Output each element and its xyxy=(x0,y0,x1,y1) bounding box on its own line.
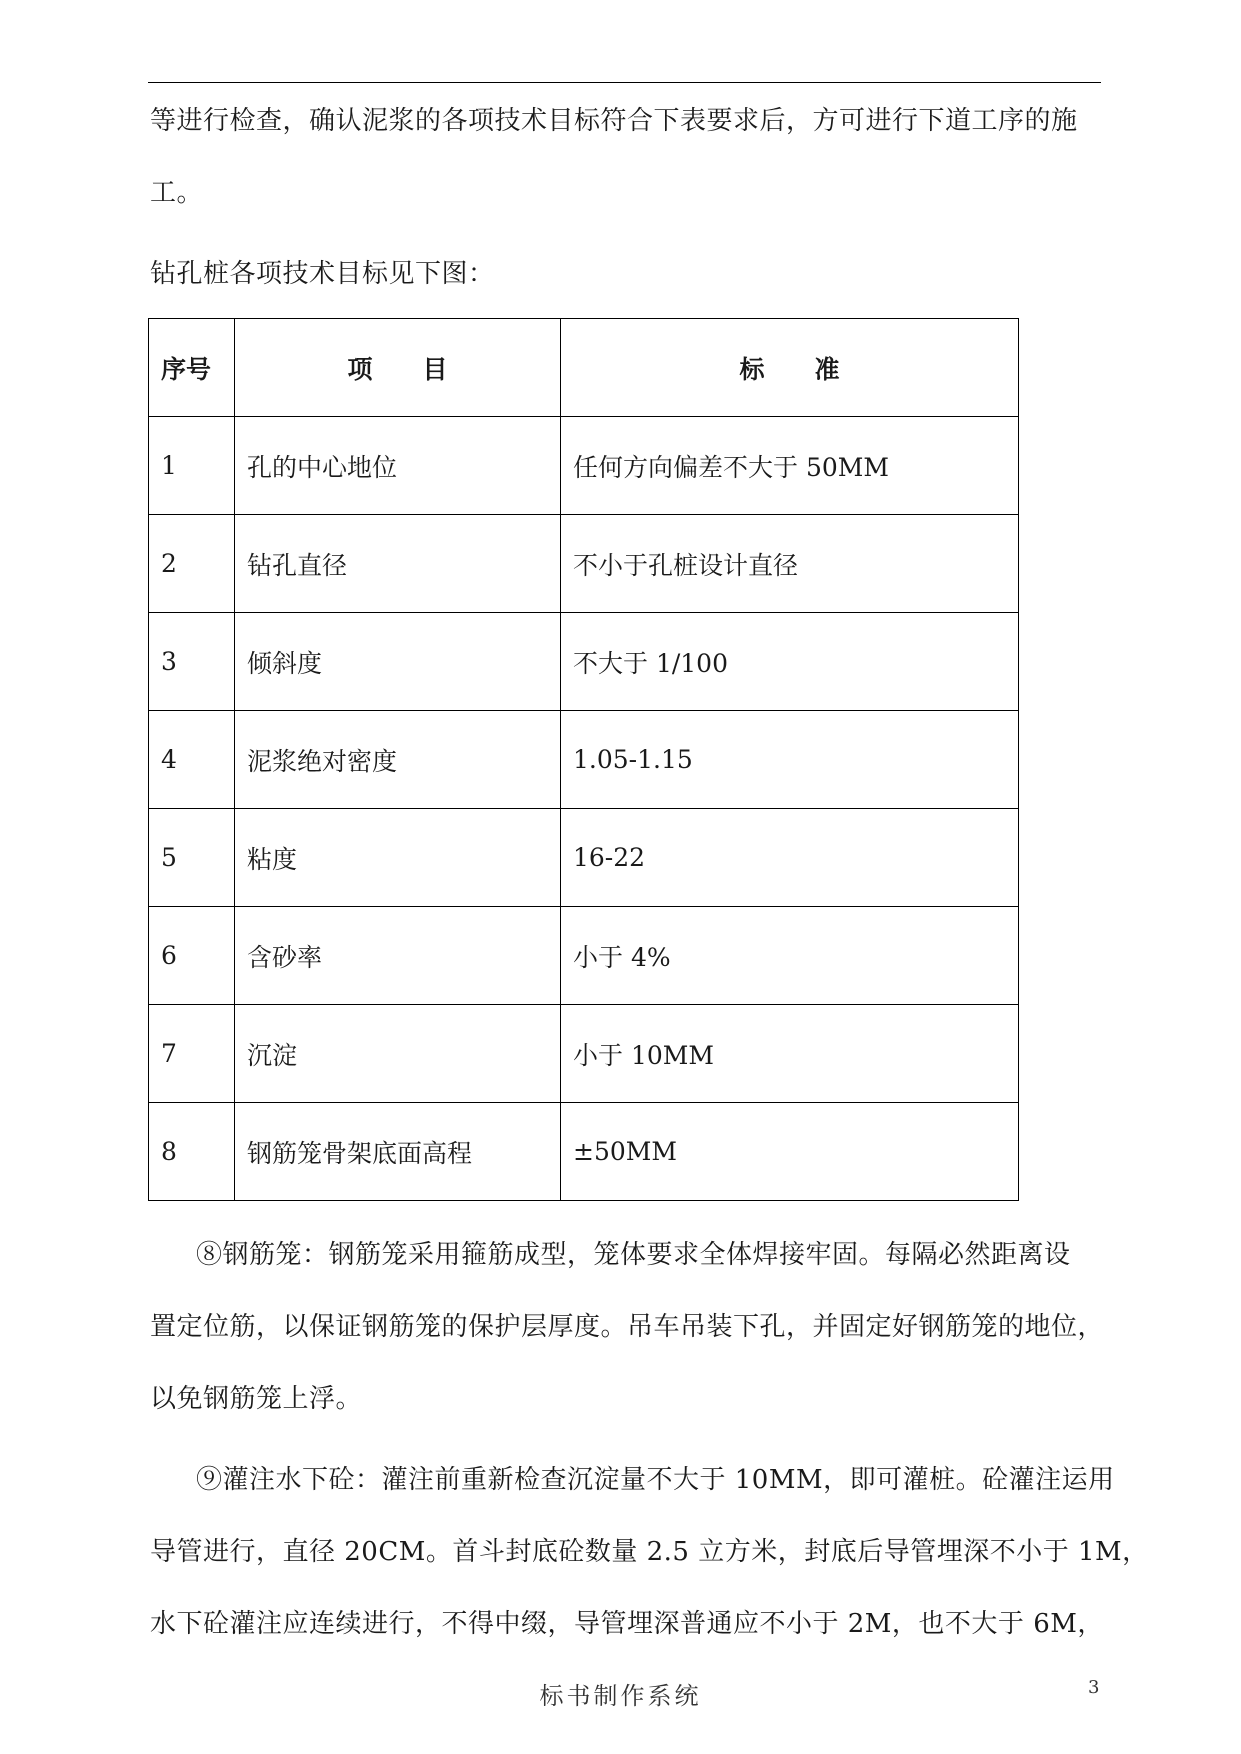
cell-index: 6 xyxy=(149,907,235,1005)
header-rule xyxy=(148,82,1101,83)
cell-standard: 小于 4% xyxy=(561,907,1019,1005)
table-row xyxy=(149,613,1019,711)
cell-standard: 16-22 xyxy=(561,809,1019,907)
paragraph-line: 导管进行，直径 20CM。首斗封底砼数量 2.5 立方米，封底后导管埋深不小于 1M， xyxy=(150,1537,1149,1567)
cell-index: 8 xyxy=(149,1103,235,1201)
paragraph-line: 等进行检查，确认泥浆的各项技术目标符合下表要求后，方可进行下道工序的施 xyxy=(150,106,1078,136)
cell-standard: 小于 10MM xyxy=(561,1005,1019,1103)
cell-index: 1 xyxy=(149,417,235,515)
spec-table xyxy=(148,318,1019,1201)
table-row xyxy=(149,809,1019,907)
cell-index: 4 xyxy=(149,711,235,809)
paragraph-line: ⑧钢筋笼：钢筋笼采用箍筋成型，笼体要求全体焊接牢固。每隔必然距离设 xyxy=(196,1240,1071,1270)
cell-standard: ±50MM xyxy=(561,1103,1019,1201)
page-number: 3 xyxy=(1088,1677,1100,1698)
cell-item: 钻孔直径 xyxy=(235,515,561,613)
table-header-row xyxy=(149,319,1019,417)
cell-standard: 不小于孔桩设计直径 xyxy=(561,515,1019,613)
cell-standard: 1.05-1.15 xyxy=(561,711,1019,809)
cell-standard: 任何方向偏差不大于 50MM xyxy=(561,417,1019,515)
header-standard: 标 准 xyxy=(561,319,1019,417)
table-row xyxy=(149,1005,1019,1103)
cell-item: 含砂率 xyxy=(235,907,561,1005)
paragraph-line: 置定位筋，以保证钢筋笼的保护层厚度。吊车吊装下孔，并固定好钢筋笼的地位， xyxy=(150,1312,1105,1342)
table-row xyxy=(149,711,1019,809)
paragraph-line: 以免钢筋笼上浮。 xyxy=(150,1384,363,1414)
cell-index: 7 xyxy=(149,1005,235,1103)
cell-index: 5 xyxy=(149,809,235,907)
footer-title: 标书制作系统 xyxy=(539,1682,702,1710)
cell-item: 沉淀 xyxy=(235,1005,561,1103)
header-item: 项 目 xyxy=(235,319,561,417)
cell-index: 2 xyxy=(149,515,235,613)
cell-item: 泥浆绝对密度 xyxy=(235,711,561,809)
cell-index: 3 xyxy=(149,613,235,711)
cell-item: 粘度 xyxy=(235,809,561,907)
paragraph-line: 工。 xyxy=(150,178,204,208)
cell-item: 孔的中心地位 xyxy=(235,417,561,515)
table-row xyxy=(149,417,1019,515)
table-caption: 钻孔桩各项技术目标见下图： xyxy=(150,259,495,289)
cell-item: 倾斜度 xyxy=(235,613,561,711)
table-row xyxy=(149,1103,1019,1201)
cell-standard: 不大于 1/100 xyxy=(561,613,1019,711)
table-row xyxy=(149,907,1019,1005)
paragraph-line: ⑨灌注水下砼：灌注前重新检查沉淀量不大于 10MM，即可灌桩。砼灌注运用 xyxy=(196,1465,1115,1495)
paragraph-line: 水下砼灌注应连续进行，不得中缀，导管埋深普通应不小于 2M，也不大于 6M， xyxy=(150,1609,1104,1639)
table-row xyxy=(149,515,1019,613)
cell-item: 钢筋笼骨架底面高程 xyxy=(235,1103,561,1201)
header-index: 序号 xyxy=(149,319,235,417)
